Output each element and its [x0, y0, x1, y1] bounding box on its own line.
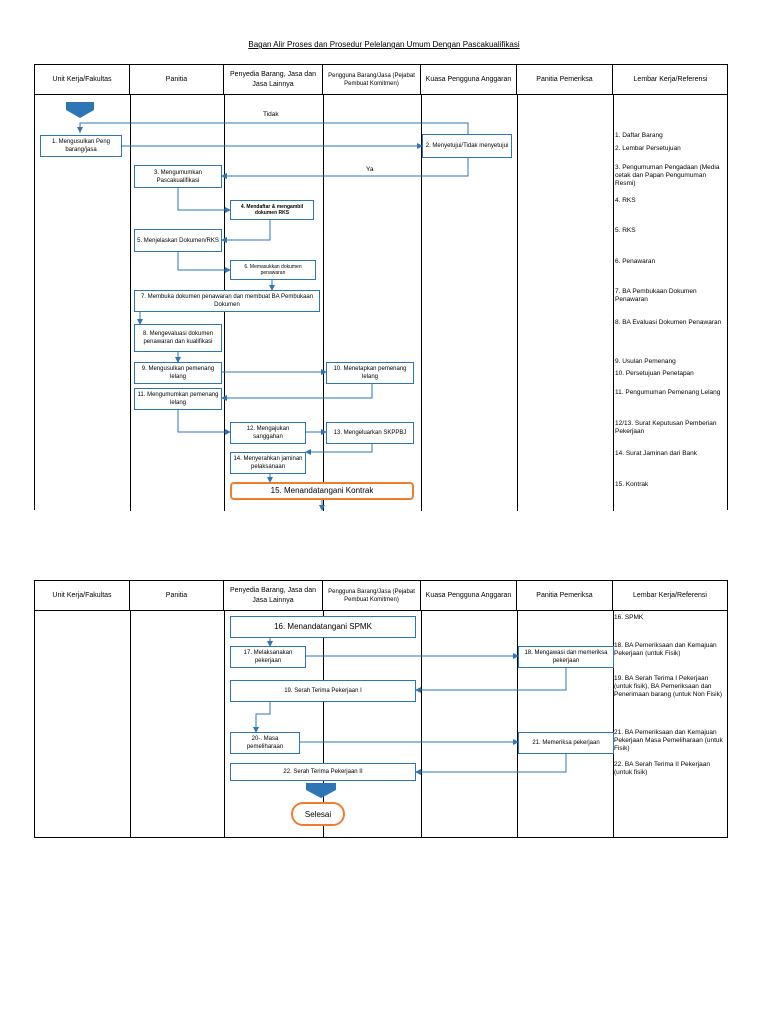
ref-22: 22. BA Serah Terima II Pekerjaan (untuk fisik) [614, 761, 710, 776]
diagram-title: Bagan Alir Proses dan Prosedur Pelelangan Umum Dengan Pascakualifikasi [248, 40, 520, 49]
step-10-box: 10. Menetapkan pemenang lelang [326, 362, 414, 384]
ref-3: 3. Pengumuman Pengadaan (Media cetak dan Papan Pengumuman Resmi) [615, 164, 720, 187]
label-tidak: Tidak [263, 111, 279, 118]
step-7-box: 7. Membuka dokumen penawaran dan membuat BA Pembukaan Dokumen [134, 290, 320, 312]
step-2-box: 2. Menyetujui/Tidak menyetujui [422, 134, 512, 158]
step-11-box: 11. Mengumumkan pemenang lelang [134, 388, 222, 410]
column-divider [130, 611, 131, 837]
ref-16: 16. SPMK [614, 614, 644, 621]
step-3-box: 3. Mengumumkan Pascakualifikasi [134, 165, 222, 188]
step-5-box: 5. Menjelaskan Dokumen/RKS [134, 229, 222, 252]
ref-7: 7. BA Pembukaan Dokumen Penawaran [615, 288, 697, 303]
step-22-box: 22. Serah Terima Pekerjaan II [230, 763, 416, 781]
ref-21: 21. BA Pemeriksaan dan Kemajuan Pekerjaan Masa Pemeliharaan (untuk Fisik) [614, 729, 723, 752]
header-unit: Unit Kerja/Fakultas [35, 65, 130, 95]
ref-19: 19. BA Serah Terima I Pekerjaan (untuk fisik), BA Pemeriksaan dan Penerimaan barang (untuk Non Fisik) [614, 675, 723, 698]
column-divider [323, 95, 324, 511]
ref-10: 10. Persetujuan Penetapan [615, 370, 694, 377]
column-divider [421, 611, 422, 837]
step-6-box: 6. Memasukkan dokumen penawaran [230, 260, 316, 280]
header-pemeriksa: Panitia Pemeriksa [517, 65, 613, 95]
column-divider [517, 95, 518, 511]
column-divider [224, 611, 225, 837]
column-divider [130, 95, 131, 511]
column-divider [613, 95, 614, 511]
header-pemeriksa: Panitia Pemeriksa [517, 581, 613, 611]
step-18-box: 18. Mengawasi dan memeriksa pekerjaan [518, 646, 614, 668]
step-17-box: 17. Melaksanakan pekerjaan [230, 646, 306, 668]
header-lembar: Lembar Kerja/Referensi [613, 581, 727, 611]
ref-4: 4. RKS [615, 197, 636, 204]
step-20-box: 20-. Masa pemeliharaan [230, 732, 300, 754]
header-kpa: Kuasa Pengguna Anggaran [421, 65, 517, 95]
step-15-box: 15. Menandatangani Kontrak [230, 482, 414, 500]
header-panitia: Panitia [130, 65, 224, 95]
ref-5: 5. RKS [615, 227, 636, 234]
step-12-box: 12. Mengajukan sanggahan [230, 422, 306, 444]
header-pengguna: Pengguna Barang/Jasa (Pejabat Pembuat Komitmen) [323, 65, 421, 95]
end-terminal: Selesai [291, 802, 345, 826]
ref-11: 11. Pengumuman Pemenang Lelang [615, 389, 721, 396]
header-penyedia: Penyedia Barang, Jasa dan Jasa Lainnya [224, 581, 323, 611]
step-21-box: 21. Memeriksa pekerjaan [518, 732, 614, 754]
header-panitia: Panitia [130, 581, 224, 611]
step-14-box: 14. Menyerahkan jaminan pelaksanaan [230, 452, 306, 474]
ref-1: 1. Daftar Barang [615, 132, 663, 139]
header-lembar: Lembar Kerja/Referensi [613, 65, 728, 95]
step-19-box: 19. Serah Terima Pekerjaan I [230, 680, 416, 702]
ref-8: 8. BA Evaluasi Dokumen Penawaran [615, 319, 722, 326]
step-9-box: 9. Mengusulkan pemenang lelang [134, 362, 222, 384]
step-1-box: 1. Mengusulkan Peng barang/jasa [40, 135, 122, 157]
column-divider [517, 611, 518, 837]
header-penyedia: Penyedia Barang, Jasa dan Jasa Lainnya [224, 65, 323, 95]
ref-12-13: 12/13. Surat Keputusan Pemberian Pekerjaan [615, 420, 717, 435]
ref-18: 18. BA Pemeriksaan dan Kemajuan Pekerjaan (untuk Fisik) [614, 642, 717, 657]
ref-15: 15. Kontrak [615, 481, 649, 488]
step-13-box: 13. Mengeluarkan SKPPBJ [326, 422, 414, 444]
ref-2: 2. Lembar Persetujuan [615, 145, 681, 152]
header-kpa: Kuasa Pengguna Anggaran [421, 581, 517, 611]
header-pengguna: Pengguna Barang/Jasa (Pejabat Pembuat Komitmen) [323, 581, 421, 611]
ref-9: 9. Usulan Pemenang [615, 358, 676, 365]
ref-14: 14. Surat Jaminan dari Bank [615, 450, 698, 457]
header-unit: Unit Kerja/Fakultas [35, 581, 130, 611]
step-4-box: 4. Mendaftar & mengambil dokumen RKS [230, 200, 314, 220]
label-ya: Ya [366, 166, 374, 173]
step-8-box: 8. Mengevaluasi dokumen penawaran dan kualifikasi [134, 324, 222, 352]
step-16-box: 16. Menandatangani SPMK [230, 616, 416, 638]
ref-6: 6. Penawaran [615, 258, 656, 265]
